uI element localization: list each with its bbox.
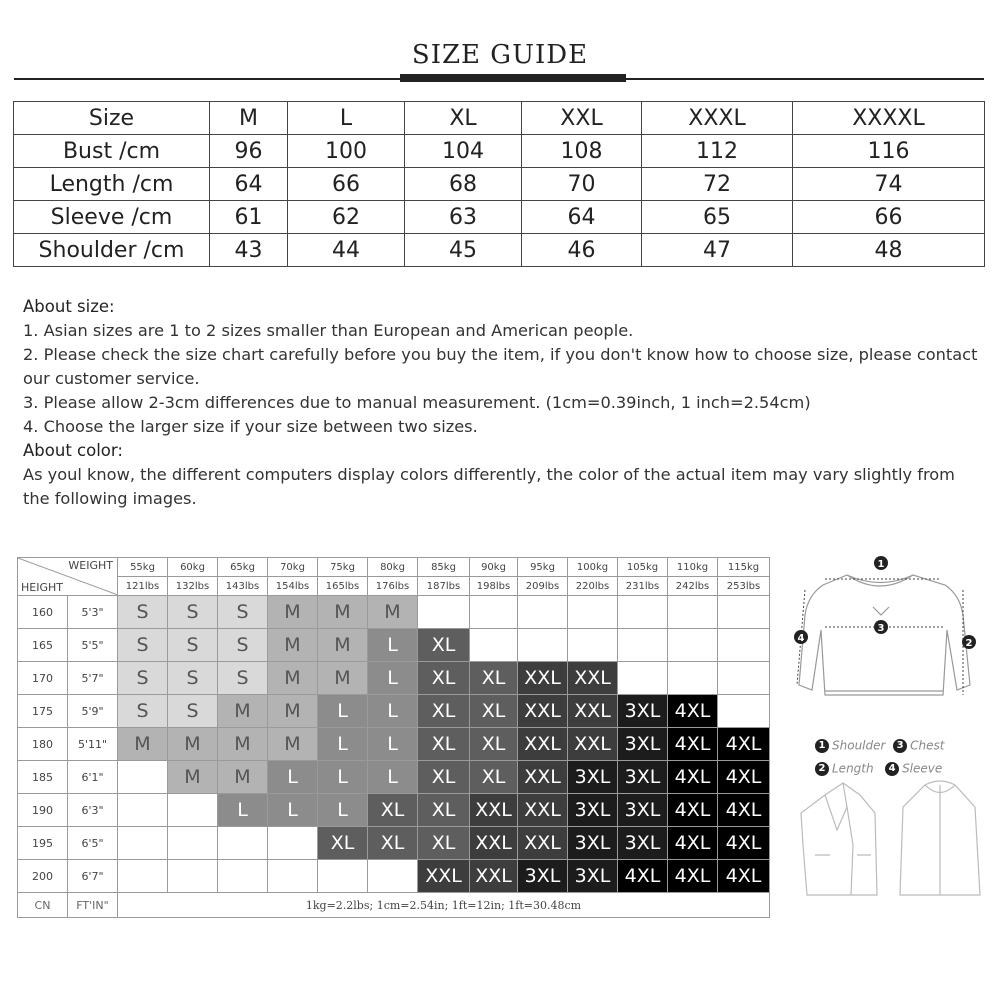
legend-item-chest: 3 Chest [893, 738, 944, 752]
recommended-size-cell [718, 596, 770, 629]
height-cm: 180 [18, 728, 68, 761]
height-cm: 165 [18, 629, 68, 662]
recommended-size-cell: 3XL [568, 761, 618, 794]
recommended-size-cell: XXL [518, 761, 568, 794]
recommended-size-cell: XXL [518, 794, 568, 827]
weight-lbs-header: 121lbs [118, 577, 168, 596]
recommended-size-cell: XXL [568, 728, 618, 761]
recommended-size-cell: XXL [518, 827, 568, 860]
footer-cn: CN [18, 893, 68, 918]
recommended-size-cell: XL [470, 761, 518, 794]
weight-kg-header: 70kg [268, 558, 318, 577]
recommended-size-cell: M [218, 761, 268, 794]
size-table-row [14, 168, 985, 201]
size-table-row [14, 234, 985, 267]
recommended-size-cell: L [368, 761, 418, 794]
size-cell: L [288, 102, 405, 135]
weight-lbs-header: 253lbs [718, 577, 770, 596]
recommended-size-cell [518, 629, 568, 662]
weight-kg-header: 100kg [568, 558, 618, 577]
title-underline-bar [400, 74, 626, 82]
size-table [13, 101, 985, 267]
recommended-size-cell: XL [368, 794, 418, 827]
recommended-size-cell: L [368, 662, 418, 695]
recommended-size-cell: S [168, 629, 218, 662]
recommended-size-cell: XXL [568, 695, 618, 728]
chart-row [18, 860, 770, 893]
recommended-size-cell [118, 761, 168, 794]
weight-lbs-header: 176lbs [368, 577, 418, 596]
recommended-size-cell [668, 629, 718, 662]
height-ft: 6'1" [68, 761, 118, 794]
recommended-size-cell: 4XL [668, 860, 718, 893]
size-cell: 44 [288, 234, 405, 267]
recommended-size-cell [318, 860, 368, 893]
size-table-row [14, 201, 985, 234]
size-cell: 62 [288, 201, 405, 234]
weight-kg-header: 60kg [168, 558, 218, 577]
size-cell: 48 [793, 234, 985, 267]
size-note-3: 3. Please allow 2-3cm differences due to manual measurement. (1cm=0.39inch, 1 inch=2.54cm) [23, 393, 811, 412]
size-cell: 47 [642, 234, 793, 267]
recommended-size-cell: XXL [470, 827, 518, 860]
recommended-size-cell: XXL [470, 794, 518, 827]
height-ft: 5'5" [68, 629, 118, 662]
weight-lbs-header: 198lbs [470, 577, 518, 596]
size-cell: 66 [288, 168, 405, 201]
recommended-size-cell [718, 662, 770, 695]
weight-lbs-header: 154lbs [268, 577, 318, 596]
legend-item-length: 2 Length [815, 761, 874, 775]
weight-kg-header: 110kg [668, 558, 718, 577]
recommended-size-cell: S [118, 662, 168, 695]
size-cell: 96 [210, 135, 288, 168]
row-label: Bust /cm [14, 135, 210, 168]
size-cell: 43 [210, 234, 288, 267]
recommended-size-cell: 3XL [518, 860, 568, 893]
size-cell: 68 [405, 168, 522, 201]
chart-row [18, 596, 770, 629]
recommended-size-cell: L [368, 629, 418, 662]
marker-3: 3 [877, 623, 885, 634]
recommended-size-cell: 4XL [718, 728, 770, 761]
recommended-size-cell: 4XL [718, 761, 770, 794]
weight-kg-header: 80kg [368, 558, 418, 577]
recommended-size-cell: M [168, 761, 218, 794]
row-label: Shoulder /cm [14, 234, 210, 267]
recommended-size-cell [168, 827, 218, 860]
recommended-size-cell: M [318, 662, 368, 695]
recommended-size-cell [118, 794, 168, 827]
recommended-size-cell: S [218, 662, 268, 695]
recommended-size-cell [470, 596, 518, 629]
weight-kg-header: 75kg [318, 558, 368, 577]
recommended-size-cell: M [368, 596, 418, 629]
size-cell: XL [405, 102, 522, 135]
recommended-size-cell: L [318, 695, 368, 728]
recommended-size-cell [418, 596, 470, 629]
recommended-size-cell [218, 860, 268, 893]
recommended-size-cell [470, 629, 518, 662]
size-cell: 66 [793, 201, 985, 234]
height-ft: 5'7" [68, 662, 118, 695]
weight-lbs-header: 220lbs [568, 577, 618, 596]
recommended-size-cell: 4XL [718, 794, 770, 827]
row-label: Size [14, 102, 210, 135]
about-size-heading: About size: [23, 297, 115, 316]
height-cm: 190 [18, 794, 68, 827]
height-ft: 6'3" [68, 794, 118, 827]
height-ft: 6'7" [68, 860, 118, 893]
recommended-size-cell: M [218, 728, 268, 761]
recommended-size-cell [568, 596, 618, 629]
conversion-note: 1kg=2.2lbs; 1cm=2.54in; 1ft=12in; 1ft=30.48cm [118, 893, 770, 918]
recommended-size-cell: S [118, 629, 168, 662]
chart-row [18, 662, 770, 695]
weight-lbs-header: 209lbs [518, 577, 568, 596]
recommended-size-cell [618, 629, 668, 662]
weight-kg-header: 115kg [718, 558, 770, 577]
height-ft: 5'3" [68, 596, 118, 629]
row-label: Length /cm [14, 168, 210, 201]
recommended-size-cell: 4XL [668, 761, 718, 794]
size-cell: XXXXL [793, 102, 985, 135]
recommended-size-cell: 3XL [618, 827, 668, 860]
recommended-size-cell: 3XL [618, 695, 668, 728]
height-cm: 175 [18, 695, 68, 728]
marker-2: 2 [965, 638, 973, 649]
recommended-size-cell: M [168, 728, 218, 761]
weight-lbs-header: 242lbs [668, 577, 718, 596]
size-cell: 64 [522, 201, 642, 234]
recommended-size-cell [118, 860, 168, 893]
recommended-size-cell: XL [418, 728, 470, 761]
height-ft: 6'5" [68, 827, 118, 860]
recommended-size-cell: XL [418, 794, 470, 827]
size-cell: 46 [522, 234, 642, 267]
recommended-size-cell: XXL [568, 662, 618, 695]
weight-kg-header: 55kg [118, 558, 168, 577]
recommended-size-cell: 3XL [568, 827, 618, 860]
weight-lbs-header: 187lbs [418, 577, 470, 596]
recommended-size-cell [368, 860, 418, 893]
recommended-size-cell: XL [470, 728, 518, 761]
recommended-size-cell: XL [470, 695, 518, 728]
recommended-size-cell: XXL [418, 860, 470, 893]
chart-row [18, 629, 770, 662]
size-cell: 63 [405, 201, 522, 234]
weight-kg-header: 90kg [470, 558, 518, 577]
recommended-size-cell: M [268, 728, 318, 761]
garment-measurement-diagram [785, 545, 990, 905]
recommended-size-cell: S [168, 662, 218, 695]
recommended-size-cell: XXL [518, 662, 568, 695]
recommended-size-cell: S [168, 695, 218, 728]
about-color-heading: About color: [23, 441, 123, 460]
recommended-size-cell: M [118, 728, 168, 761]
recommended-size-cell: XXL [470, 860, 518, 893]
recommended-size-cell: M [268, 596, 318, 629]
legend-row-2 [815, 761, 942, 776]
recommended-size-cell: L [318, 761, 368, 794]
size-table-row [14, 135, 985, 168]
recommended-size-cell [268, 827, 318, 860]
recommended-size-cell: S [218, 596, 268, 629]
recommended-size-cell: 4XL [668, 695, 718, 728]
size-cell: 74 [793, 168, 985, 201]
size-cell: XXL [522, 102, 642, 135]
size-cell: 116 [793, 135, 985, 168]
recommended-size-cell: XXL [518, 728, 568, 761]
recommended-size-cell: S [218, 629, 268, 662]
page-title: SIZE GUIDE [411, 40, 589, 70]
recommended-size-cell: 4XL [668, 794, 718, 827]
recommended-size-cell: L [318, 728, 368, 761]
recommended-size-cell: M [268, 695, 318, 728]
footer-ftin: FT'IN" [68, 893, 118, 918]
recommended-size-cell: 3XL [618, 794, 668, 827]
size-notes [23, 295, 983, 511]
legend-item-shoulder: 1 Shoulder [815, 738, 885, 752]
recommended-size-cell: 3XL [618, 728, 668, 761]
height-cm: 185 [18, 761, 68, 794]
recommended-size-cell: 4XL [668, 728, 718, 761]
recommended-size-cell: S [168, 596, 218, 629]
recommended-size-cell: XL [418, 695, 470, 728]
recommended-size-cell [118, 827, 168, 860]
height-ft: 5'9" [68, 695, 118, 728]
recommended-size-cell: 4XL [718, 860, 770, 893]
recommended-size-cell: L [368, 728, 418, 761]
marker-4: 4 [797, 633, 805, 644]
recommended-size-cell: 3XL [568, 794, 618, 827]
size-cell: 100 [288, 135, 405, 168]
recommended-size-cell [168, 794, 218, 827]
recommended-size-cell: M [268, 629, 318, 662]
recommended-size-cell [618, 662, 668, 695]
recommended-size-cell: 4XL [718, 827, 770, 860]
recommended-size-cell: M [218, 695, 268, 728]
chart-row [18, 827, 770, 860]
recommended-size-cell: L [318, 794, 368, 827]
recommended-size-cell [618, 596, 668, 629]
legend-item-sleeve: 4 Sleeve [885, 761, 942, 775]
recommended-size-cell: XL [418, 662, 470, 695]
weight-kg-header: 105kg [618, 558, 668, 577]
chart-row [18, 761, 770, 794]
weight-lbs-header: 143lbs [218, 577, 268, 596]
chart-row [18, 728, 770, 761]
recommended-size-cell: 3XL [618, 761, 668, 794]
recommended-size-cell [668, 596, 718, 629]
chart-corner [18, 558, 118, 596]
recommended-size-cell: 4XL [618, 860, 668, 893]
size-cell: 72 [642, 168, 793, 201]
size-cell: M [210, 102, 288, 135]
recommended-size-cell: M [318, 596, 368, 629]
size-cell: 104 [405, 135, 522, 168]
size-cell: 64 [210, 168, 288, 201]
color-note: As youl know, the different computers display colors differently, the color of the actual item may vary slightly from the following images. [23, 465, 955, 508]
size-note-2: 2. Please check the size chart carefully before you buy the item, if you don't know how to choose size, please contact our customer service. [23, 345, 978, 388]
height-cm: 195 [18, 827, 68, 860]
recommended-size-cell: S [118, 596, 168, 629]
recommended-size-cell: 4XL [668, 827, 718, 860]
recommended-size-cell: L [218, 794, 268, 827]
recommended-size-cell: XL [418, 761, 470, 794]
recommended-size-cell: S [118, 695, 168, 728]
weight-lbs-header: 165lbs [318, 577, 368, 596]
recommended-size-cell: XL [470, 662, 518, 695]
height-cm: 160 [18, 596, 68, 629]
height-ft: 5'11" [68, 728, 118, 761]
recommended-size-cell [268, 860, 318, 893]
weight-height-chart [17, 557, 770, 918]
recommended-size-cell [668, 662, 718, 695]
recommended-size-cell [718, 695, 770, 728]
row-label: Sleeve /cm [14, 201, 210, 234]
weight-lbs-header: 231lbs [618, 577, 668, 596]
size-cell: 61 [210, 201, 288, 234]
recommended-size-cell: M [318, 629, 368, 662]
recommended-size-cell: XL [368, 827, 418, 860]
chart-row [18, 695, 770, 728]
weight-kg-header: 85kg [418, 558, 470, 577]
height-cm: 200 [18, 860, 68, 893]
recommended-size-cell [218, 827, 268, 860]
size-note-4: 4. Choose the larger size if your size between two sizes. [23, 417, 478, 436]
recommended-size-cell: L [368, 695, 418, 728]
size-cell: 108 [522, 135, 642, 168]
recommended-size-cell: XXL [518, 695, 568, 728]
recommended-size-cell: L [268, 761, 318, 794]
height-label: HEIGHT [21, 581, 63, 594]
size-cell: 70 [522, 168, 642, 201]
size-cell: 112 [642, 135, 793, 168]
weight-lbs-header: 132lbs [168, 577, 218, 596]
size-cell: XXXL [642, 102, 793, 135]
recommended-size-cell [168, 860, 218, 893]
marker-1: 1 [877, 559, 885, 570]
weight-label: WEIGHT [68, 559, 113, 572]
weight-kg-header: 95kg [518, 558, 568, 577]
recommended-size-cell: XL [418, 629, 470, 662]
size-cell: 65 [642, 201, 793, 234]
recommended-size-cell [568, 629, 618, 662]
recommended-size-cell: 3XL [568, 860, 618, 893]
recommended-size-cell [718, 629, 770, 662]
legend-row-1 [815, 738, 944, 753]
size-table-header [14, 102, 985, 135]
weight-kg-header: 65kg [218, 558, 268, 577]
recommended-size-cell: XL [418, 827, 470, 860]
chart-row [18, 794, 770, 827]
recommended-size-cell [518, 596, 568, 629]
recommended-size-cell: XL [318, 827, 368, 860]
height-cm: 170 [18, 662, 68, 695]
size-cell: 45 [405, 234, 522, 267]
recommended-size-cell: L [268, 794, 318, 827]
recommended-size-cell: M [268, 662, 318, 695]
size-note-1: 1. Asian sizes are 1 to 2 sizes smaller than European and American people. [23, 321, 634, 340]
